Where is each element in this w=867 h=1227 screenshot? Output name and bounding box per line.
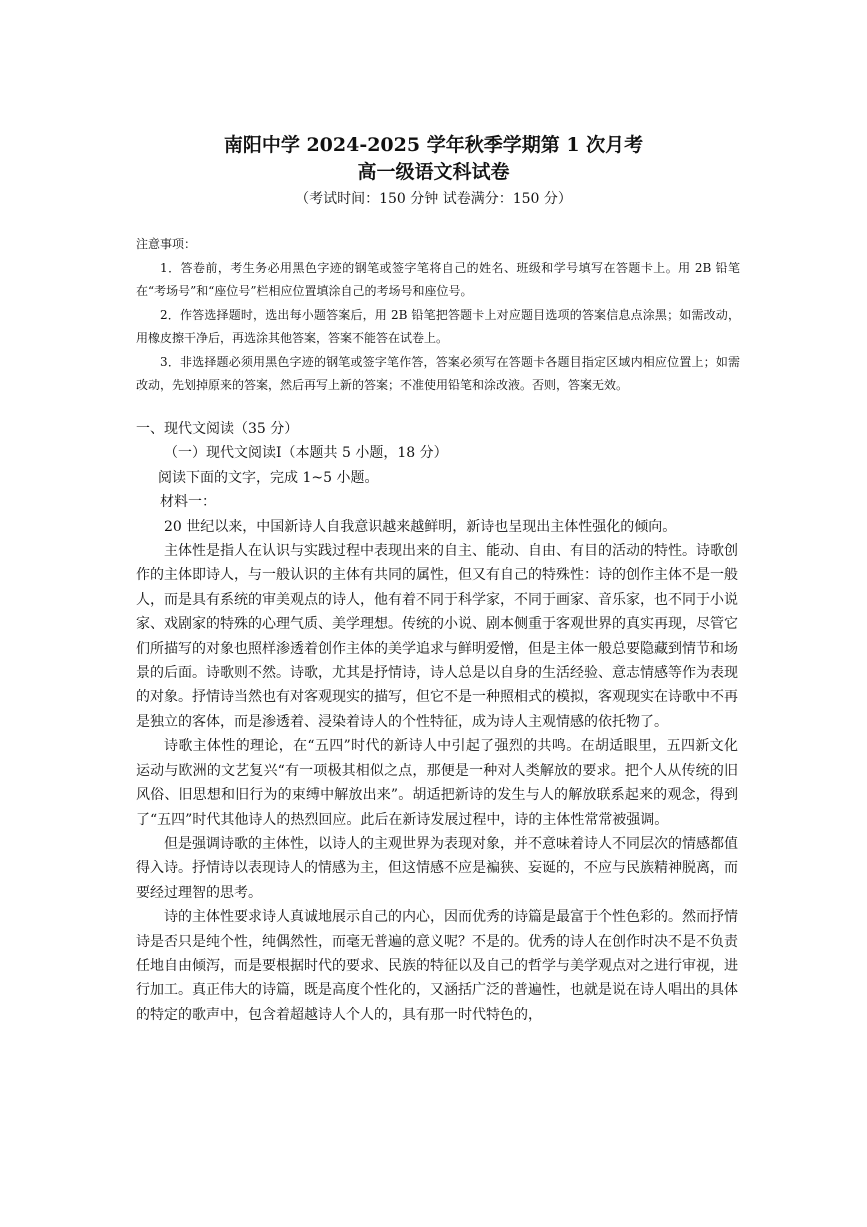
section-heading: 一、现代文阅读（35 分） (136, 421, 299, 437)
paragraph-5: 诗的主体性要求诗人真诚地展示自己的内心，因而优秀的诗篇是最富于个性色彩的。然而抒情诗是否只是纯个性，纯偶然性，而毫无普遍的意义呢？不是的。优秀的诗人在创作时决不是不负责任地自由倾泻，而是要根据时代的要求、民族的特征以及自己的哲学与美学观点对之进行审视，进行加工。真正伟大的诗篇，既是高度个性化的，又涵括广泛的普遍性，也就是说在诗人唱出的具体的特定的歌声中，包含着超越诗人个人的，具有那一时代特色的， (136, 909, 738, 1023)
exam-header (0, 132, 867, 210)
sub-section-heading: （一）现代文阅读Ⅰ（本题共 5 小题，18 分） (164, 445, 448, 462)
paragraph-2: 主体性是指人在认识与实践过程中表现出来的自主、能动、自由、有目的活动的特性。诗歌创作的主体即诗人，与一般认识的主体有共同的属性，但又有自己的特殊性：诗的创作主体不是一般人，而是具有系统的审美观点的诗人，他有着不同于科学家，不同于画家、音乐家，也不同于小说家、戏剧家的特殊的心理气质、美学理想。传统的小说、剧本侧重于客观世界的真实再现，尽管它们所描写的对象也照样渗透着创作主体的美学追求与鲜明爱憎，但是主体一般总要隐藏到情节和场景的后面。诗歌则不然。诗歌，尤其是抒情诗，诗人总是以自身的生活经验、意志情感等作为表现的对象。抒情诗当然也有对客观现实的描写，但它不是一种照相式的模拟，客观现实在诗歌中不再是独立的客体，而是渗透着、浸染着诗人的个性特征，成为诗人主观情感的依托物了。 (136, 543, 738, 730)
paragraph-4: 但是强调诗歌的主体性，以诗人的主观世界为表现对象，并不意味着诗人不同层次的情感都值得入诗。抒情诗以表现诗人的情感为主，但这情感不应是褊狭、妄诞的，不应与民族精神脱离，而要经过理智的思考。 (136, 835, 738, 901)
notice-section (136, 233, 740, 398)
exam-time-and-score: （考试时间：150 分钟 试卷满分：150 分） (295, 191, 572, 207)
material-label: 材料一： (160, 494, 216, 511)
reading-section (136, 417, 738, 1027)
notice-item-1: 1．答卷前，考生务必用黑色字迹的钢笔或签字笔将自己的姓名、班级和学号填写在答题卡上。用 2B 铅笔在“考场号”和“座位号”栏相应位置填涂自己的考场号和座位号。 (136, 260, 740, 298)
exam-subject-title: 高一级语文科试卷 (357, 161, 510, 183)
exam-title: 南阳中学 2024-2025 学年秋季学期第 1 次月考 (223, 134, 644, 156)
notice-item-2: 2．作答选择题时，选出每小题答案后，用 2B 铅笔把答题卡上对应题目选项的答案信息点涂黑；如需改动，用橡皮擦干净后，再选涂其他答案，答案不能答在试卷上。 (136, 307, 740, 345)
paragraph-1: 20 世纪以来，中国新诗人自我意识越来越鲜明，新诗也呈现出主体性强化的倾向。 (164, 518, 677, 535)
reading-instruction: 阅读下面的文字，完成 1~5 小题。 (158, 469, 379, 486)
paragraph-3: 诗歌主体性的理论，在“五四”时代的新诗人中引起了强烈的共鸣。在胡适眼里，五四新文化运动与欧洲的文艺复兴“有一项极其相似之点，那便是一种对人类解放的要求。把个人从传统的旧风俗、旧思想和旧行为的束缚中解放出来”。胡适把新诗的发生与人的解放联系起来的观念，得到了“五四”时代其他诗人的热烈回应。此后在新诗发展过程中，诗的主体性常常被强调。 (136, 738, 738, 828)
notice-item-3: 3．非选择题必须用黑色字迹的钢笔或签字笔作答，答案必须写在答题卡各题目指定区域内相应位置上；如需改动，先划掉原来的答案，然后再写上新的答案；不准使用铅笔和涂改液。否则，答案无效。 (136, 354, 740, 392)
notice-heading: 注意事项： (136, 237, 197, 251)
